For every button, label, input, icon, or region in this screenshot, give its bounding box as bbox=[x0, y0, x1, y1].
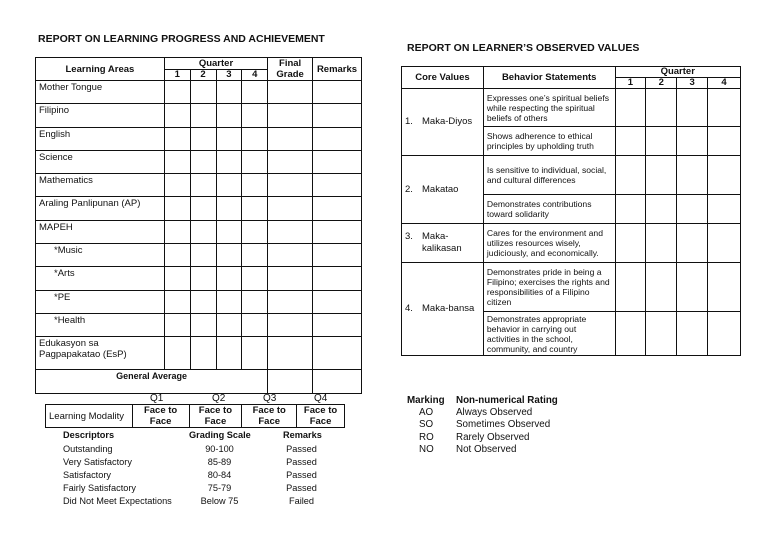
subject-row bbox=[36, 337, 362, 370]
core-value-number: 2. bbox=[405, 183, 413, 195]
grade-cell bbox=[164, 220, 190, 243]
grade-cell bbox=[242, 127, 268, 150]
core-value-name: Makatao bbox=[422, 183, 459, 195]
grade-cell bbox=[164, 150, 190, 173]
rating-cell bbox=[677, 89, 708, 127]
rating-cell bbox=[708, 89, 741, 127]
modality-q2-label: Q2 bbox=[212, 393, 226, 404]
marking-rating: Not Observed bbox=[456, 443, 517, 455]
core-value-number: 1. bbox=[405, 116, 413, 127]
descriptor-name: Satisfactory bbox=[63, 470, 111, 480]
grade-cell bbox=[242, 244, 268, 267]
rating-cell bbox=[708, 224, 741, 263]
descriptor-remark: Passed bbox=[286, 444, 317, 454]
grade-cell bbox=[313, 174, 362, 197]
core-value-cell bbox=[402, 156, 484, 224]
behavior-statement: Shows adherence to ethical principles by upholding truth bbox=[483, 127, 615, 156]
grade-cell bbox=[313, 150, 362, 173]
subject-name: *Music bbox=[36, 244, 165, 267]
behavior-statement: Demonstrates pride in being a Filipino; exercises the rights and responsibilities of a Filipino citizen bbox=[483, 263, 615, 312]
general-average-remarks-cell bbox=[313, 370, 362, 394]
modality-q4-value: Face to Face bbox=[297, 405, 345, 428]
grading-scale-value: Below 75 bbox=[200, 496, 239, 506]
rating-cell bbox=[646, 127, 677, 156]
grade-cell bbox=[313, 104, 362, 127]
grade-cell bbox=[164, 127, 190, 150]
subject-row bbox=[36, 81, 362, 104]
grade-cell bbox=[313, 267, 362, 290]
grade-cell bbox=[242, 81, 268, 104]
rating-cell bbox=[615, 224, 646, 263]
subject-row bbox=[36, 127, 362, 150]
rating-cell bbox=[677, 224, 708, 263]
grading-scale-value: 90-100 bbox=[205, 444, 234, 454]
quarter-3-header: 3 bbox=[216, 70, 242, 81]
core-value-number: 3. bbox=[405, 231, 413, 242]
subject-row bbox=[36, 197, 362, 220]
descriptor-remark: Passed bbox=[286, 457, 317, 467]
modality-q3-value: Face to Face bbox=[242, 405, 297, 428]
grade-cell bbox=[190, 150, 216, 173]
subject-name: *Arts bbox=[36, 267, 165, 290]
core-value-cell bbox=[402, 89, 484, 156]
marking-header: Marking bbox=[407, 395, 445, 406]
observed-value-row bbox=[402, 156, 741, 195]
subject-name: *PE bbox=[36, 290, 165, 313]
rating-cell bbox=[646, 263, 677, 312]
grade-cell bbox=[313, 337, 362, 370]
rating-cell bbox=[615, 156, 646, 195]
subject-row bbox=[36, 220, 362, 243]
grade-cell bbox=[216, 150, 242, 173]
grade-cell bbox=[164, 313, 190, 336]
grade-cell bbox=[164, 104, 190, 127]
observed-value-row bbox=[402, 263, 741, 312]
ov-quarter-1-header: 1 bbox=[615, 78, 646, 89]
grade-cell bbox=[190, 220, 216, 243]
grade-cell bbox=[242, 337, 268, 370]
grade-cell bbox=[216, 220, 242, 243]
grade-cell bbox=[268, 81, 313, 104]
modality-q1-label: Q1 bbox=[150, 393, 164, 404]
grade-cell bbox=[216, 337, 242, 370]
rating-cell bbox=[708, 195, 741, 224]
rating-cell bbox=[615, 195, 646, 224]
subject-row bbox=[36, 244, 362, 267]
quarter-1-header: 1 bbox=[164, 70, 190, 81]
grade-cell bbox=[242, 150, 268, 173]
core-values-header: Core Values bbox=[402, 67, 484, 89]
learning-modality-label: Learning Modality bbox=[46, 405, 133, 428]
ov-quarter-4-header: 4 bbox=[708, 78, 741, 89]
rating-cell bbox=[646, 156, 677, 195]
rating-cell bbox=[615, 312, 646, 356]
rating-cell bbox=[677, 312, 708, 356]
subject-row bbox=[36, 267, 362, 290]
grade-cell bbox=[313, 290, 362, 313]
grade-cell bbox=[164, 197, 190, 220]
grade-cell bbox=[190, 127, 216, 150]
observed-values-title: REPORT ON LEARNER’S OBSERVED VALUES bbox=[407, 42, 640, 54]
grade-cell bbox=[313, 244, 362, 267]
behavior-statement: Expresses one’s spiritual beliefs while respecting the spiritual beliefs of others bbox=[483, 89, 615, 127]
modality-q3-label: Q3 bbox=[263, 393, 277, 404]
grade-cell bbox=[190, 81, 216, 104]
rating-cell bbox=[677, 156, 708, 195]
grade-cell bbox=[190, 244, 216, 267]
grade-cell bbox=[268, 197, 313, 220]
rating-cell bbox=[646, 312, 677, 356]
rating-cell bbox=[708, 312, 741, 356]
grade-cell bbox=[216, 197, 242, 220]
grade-cell bbox=[216, 267, 242, 290]
descriptor-name: Fairly Satisfactory bbox=[63, 483, 137, 493]
core-value-cell bbox=[402, 224, 484, 263]
modality-q4-label: Q4 bbox=[314, 393, 328, 404]
subject-row bbox=[36, 313, 362, 336]
grade-cell bbox=[164, 81, 190, 104]
core-value-name: Maka-kalikasan bbox=[422, 231, 462, 254]
grading-scale-value: 75-79 bbox=[207, 483, 232, 493]
grade-cell bbox=[313, 127, 362, 150]
learning-areas-header: Learning Areas bbox=[36, 58, 165, 81]
rating-cell bbox=[646, 195, 677, 224]
subject-row bbox=[36, 290, 362, 313]
quarter-header: Quarter bbox=[164, 58, 267, 70]
behavior-statement: Is sensitive to individual, social, and cultural differences bbox=[483, 156, 615, 195]
observed-values-table bbox=[401, 66, 741, 356]
rating-cell bbox=[646, 224, 677, 263]
grade-cell bbox=[164, 290, 190, 313]
core-value-name: Maka-bansa bbox=[422, 303, 475, 314]
grade-cell bbox=[216, 290, 242, 313]
grading-scale-header: Grading Scale bbox=[189, 430, 251, 440]
descriptor-name: Outstanding bbox=[63, 444, 113, 454]
marking-code: RO bbox=[419, 431, 434, 443]
grade-cell bbox=[268, 267, 313, 290]
grade-cell bbox=[313, 197, 362, 220]
descriptor-remark: Passed bbox=[286, 483, 317, 493]
rating-cell bbox=[615, 263, 646, 312]
non-numerical-rating-header: Non-numerical Rating bbox=[456, 395, 558, 406]
subject-name: Araling Panlipunan (AP) bbox=[36, 197, 165, 220]
grade-cell bbox=[268, 290, 313, 313]
marking-rating: Rarely Observed bbox=[456, 431, 530, 443]
descriptor-remark: Passed bbox=[286, 470, 317, 480]
grade-cell bbox=[268, 244, 313, 267]
core-value-cell bbox=[402, 263, 484, 356]
grade-cell bbox=[242, 104, 268, 127]
grade-cell bbox=[242, 267, 268, 290]
ov-quarter-3-header: 3 bbox=[677, 78, 708, 89]
marking-rating: Sometimes Observed bbox=[456, 419, 551, 431]
marking-code: AO bbox=[419, 407, 434, 418]
descriptor-name: Did Not Meet Expectations bbox=[63, 496, 172, 506]
grade-cell bbox=[190, 197, 216, 220]
grade-cell bbox=[164, 267, 190, 290]
grade-cell bbox=[268, 104, 313, 127]
marking-code: NO bbox=[419, 443, 434, 455]
grade-cell bbox=[216, 127, 242, 150]
grade-cell bbox=[268, 150, 313, 173]
grade-cell bbox=[268, 174, 313, 197]
subject-name: Science bbox=[36, 150, 165, 173]
grade-cell bbox=[216, 174, 242, 197]
grade-cell bbox=[268, 220, 313, 243]
grade-cell bbox=[313, 220, 362, 243]
behavior-statements-header: Behavior Statements bbox=[483, 67, 615, 89]
grade-cell bbox=[242, 220, 268, 243]
subject-name: English bbox=[36, 127, 165, 150]
grade-cell bbox=[313, 313, 362, 336]
subject-name: MAPEH bbox=[36, 220, 165, 243]
grade-cell bbox=[216, 313, 242, 336]
grade-cell bbox=[190, 104, 216, 127]
rating-cell bbox=[615, 127, 646, 156]
grade-cell bbox=[216, 244, 242, 267]
grade-cell bbox=[190, 267, 216, 290]
grade-cell bbox=[268, 337, 313, 370]
modality-q1-value: Face to Face bbox=[132, 405, 189, 428]
subject-name: Filipino bbox=[36, 104, 165, 127]
grade-cell bbox=[190, 337, 216, 370]
quarter-2-header: 2 bbox=[190, 70, 216, 81]
subject-row bbox=[36, 174, 362, 197]
remarks-header: Remarks bbox=[313, 58, 362, 81]
grade-cell bbox=[268, 313, 313, 336]
grading-scale-value: 80-84 bbox=[207, 470, 232, 480]
descriptor-remark: Failed bbox=[288, 496, 315, 506]
grade-cell bbox=[164, 174, 190, 197]
marking-code: SO bbox=[419, 419, 434, 431]
grading-scale-value: 85-89 bbox=[207, 457, 232, 467]
grade-cell bbox=[190, 313, 216, 336]
subject-name: *Health bbox=[36, 313, 165, 336]
general-average-final-cell bbox=[268, 370, 313, 394]
grade-cell bbox=[313, 81, 362, 104]
descriptors-header: Descriptors bbox=[63, 430, 115, 440]
final-grade-header: Final Grade bbox=[268, 58, 313, 81]
observed-value-row bbox=[402, 89, 741, 127]
core-value-name: Maka-Diyos bbox=[422, 116, 473, 127]
rating-cell bbox=[708, 263, 741, 312]
behavior-statement: Demonstrates contributions toward solidarity bbox=[483, 195, 615, 224]
subject-name: Mother Tongue bbox=[36, 81, 165, 104]
grade-cell bbox=[190, 290, 216, 313]
rating-cell bbox=[677, 127, 708, 156]
subject-name: Edukasyon sa Pagpapakatao (EsP) bbox=[36, 337, 165, 370]
grade-cell bbox=[268, 127, 313, 150]
ov-quarter-2-header: 2 bbox=[646, 78, 677, 89]
subject-name: Mathematics bbox=[36, 174, 165, 197]
ov-quarter-header: Quarter bbox=[615, 67, 741, 78]
grade-cell bbox=[242, 174, 268, 197]
marking-rating: Always Observed bbox=[456, 407, 533, 418]
subject-row bbox=[36, 150, 362, 173]
grade-cell bbox=[164, 337, 190, 370]
general-average-label: General Average bbox=[36, 370, 268, 394]
learning-progress-title: REPORT ON LEARNING PROGRESS AND ACHIEVEMENT bbox=[38, 33, 325, 45]
grade-cell bbox=[242, 197, 268, 220]
rating-cell bbox=[677, 195, 708, 224]
core-value-number: 4. bbox=[405, 303, 413, 314]
quarter-4-header: 4 bbox=[242, 70, 268, 81]
grade-cell bbox=[216, 81, 242, 104]
rating-cell bbox=[615, 89, 646, 127]
rating-cell bbox=[677, 263, 708, 312]
grade-cell bbox=[216, 104, 242, 127]
grade-cell bbox=[242, 290, 268, 313]
grade-cell bbox=[164, 244, 190, 267]
rating-cell bbox=[708, 127, 741, 156]
grade-cell bbox=[190, 174, 216, 197]
behavior-statement: Cares for the environment and utilizes resources wisely, judiciously, and economically. bbox=[483, 224, 615, 263]
rating-cell bbox=[708, 156, 741, 195]
modality-q2-value: Face to Face bbox=[189, 405, 242, 428]
rating-cell bbox=[646, 89, 677, 127]
descriptor-remarks-header: Remarks bbox=[283, 430, 322, 440]
learning-progress-table bbox=[35, 57, 362, 394]
grade-cell bbox=[242, 313, 268, 336]
behavior-statement: Demonstrates appropriate behavior in carrying out activities in the school, community, and country bbox=[483, 312, 615, 356]
learning-modality-table bbox=[45, 404, 345, 428]
observed-value-row bbox=[402, 224, 741, 263]
descriptor-name: Very Satisfactory bbox=[63, 457, 132, 467]
subject-row bbox=[36, 104, 362, 127]
